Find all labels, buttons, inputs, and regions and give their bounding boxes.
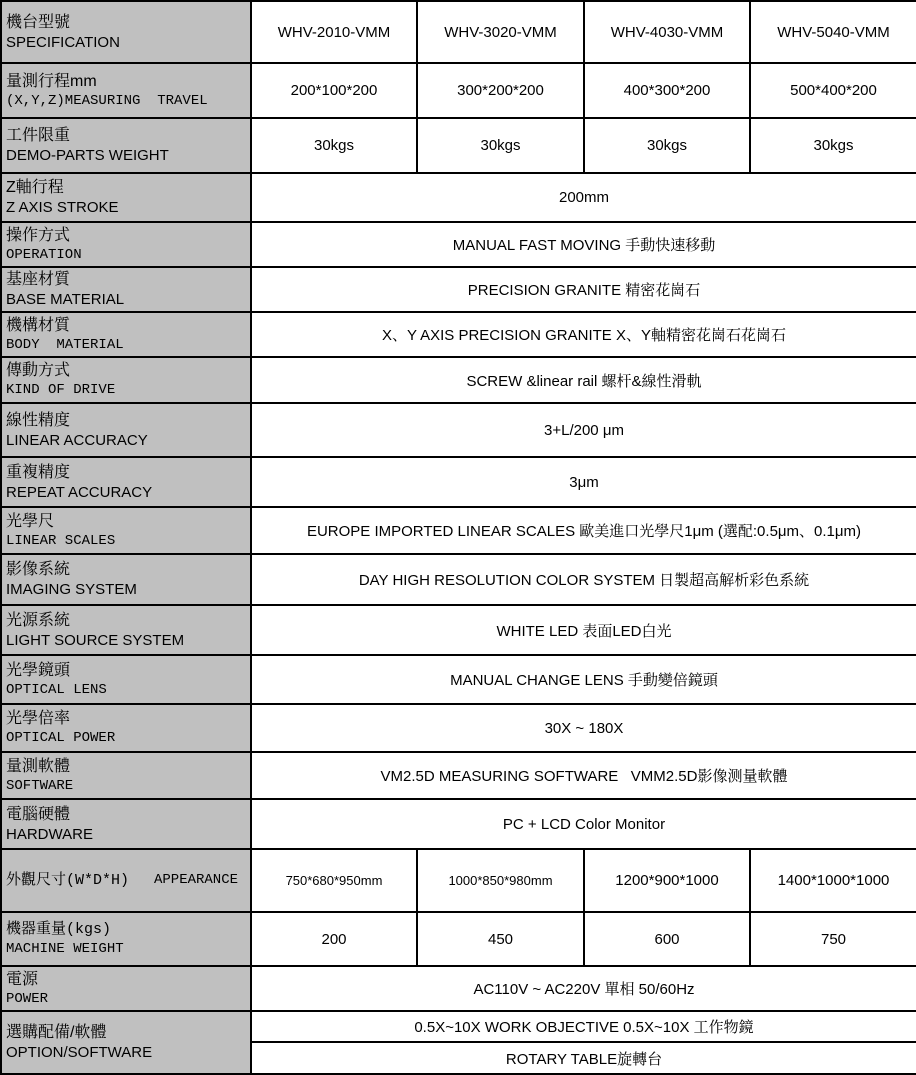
row-label-zh: 重複精度 (6, 463, 71, 481)
body-material-value: X、Y AXIS PRECISION GRANITE X、Y軸精密花崗石花崗石 (251, 312, 916, 357)
option-software-value-2: ROTARY TABLE旋轉台 (251, 1042, 916, 1074)
appearance-value-3: 1200*900*1000 (584, 849, 750, 912)
model-column-header-1: WHV-2010-VMM (251, 1, 417, 63)
row-label-en: SPECIFICATION (6, 33, 120, 51)
row-header-machine-weight (1, 912, 251, 966)
row-label-zh: 外觀尺寸(W*D*H) (6, 872, 130, 889)
appearance-value-1: 750*680*950mm (251, 849, 417, 912)
table-row-kind-of-drive (1, 357, 916, 403)
table-row-software (1, 752, 916, 799)
row-header-linear-accuracy (1, 403, 251, 457)
row-header-option-software (1, 1011, 251, 1074)
row-label-zh: 基座材質 (6, 271, 71, 288)
row-label-en: (X,Y,Z)MEASURING TRAVEL (6, 92, 208, 109)
row-label-en: LINEAR ACCURACY (6, 431, 148, 449)
row-label-en: REPEAT ACCURACY (6, 483, 153, 501)
measuring-travel-value-2: 300*200*200 (417, 63, 584, 118)
row-header-specification (1, 1, 251, 63)
row-header-software (1, 752, 251, 799)
model-column-header-3: WHV-4030-VMM (584, 1, 750, 63)
row-label-en: APPEARANCE (153, 872, 238, 888)
row-header-body-material (1, 312, 251, 357)
machine-weight-value-1: 200 (251, 912, 417, 966)
table-row-body-material (1, 312, 916, 357)
row-label-en: IMAGING SYSTEM (6, 581, 137, 598)
demo-parts-weight-value-4: 30kgs (750, 118, 916, 173)
row-label-en: BASE MATERIAL (6, 291, 125, 308)
repeat-accuracy-value: 3μm (251, 457, 916, 507)
option-software-value-1: 0.5X~10X WORK OBJECTIVE 0.5X~10X 工作物鏡 (251, 1011, 916, 1042)
row-label-en: HARDWARE (6, 825, 93, 843)
table-row-measuring-travel (1, 63, 916, 118)
row-label-en: OPTICAL POWER (6, 730, 116, 746)
table-row-hardware (1, 799, 916, 849)
table-row-linear-scales (1, 507, 916, 554)
table-row-option-software (1, 1011, 916, 1042)
row-header-base-material (1, 267, 251, 312)
appearance-value-2: 1000*850*980mm (417, 849, 584, 912)
measuring-travel-value-4: 500*400*200 (750, 63, 916, 118)
row-label-zh: 量測軟體 (6, 757, 71, 775)
row-label-zh: 光學鏡頭 (6, 661, 71, 679)
machine-weight-value-3: 600 (584, 912, 750, 966)
row-header-optical-lens (1, 655, 251, 704)
row-label-en: DEMO-PARTS WEIGHT (6, 147, 169, 164)
table-row-machine-weight (1, 912, 916, 966)
linear-scales-value: EUROPE IMPORTED LINEAR SCALES 歐美進口光學尺1μm (選配:0.5μm、0.1μm) (251, 507, 916, 554)
row-label-zh: 傳動方式 (6, 362, 71, 379)
table-row-light-source-system (1, 605, 916, 655)
row-label-zh: 操作方式 (6, 226, 71, 244)
optical-power-value: 30X ~ 180X (251, 704, 916, 752)
table-row-demo-parts-weight (1, 118, 916, 173)
operation-value: MANUAL FAST MOVING 手動快速移動 (251, 222, 916, 267)
row-label-en: OPTICAL LENS (6, 681, 107, 698)
z-axis-stroke-value: 200mm (251, 173, 916, 222)
machine-weight-value-4: 750 (750, 912, 916, 966)
row-label-zh: 機台型號 (6, 13, 71, 31)
table-row-base-material (1, 267, 916, 312)
row-label-en: LINEAR SCALES (6, 532, 116, 549)
row-label-en: BODY MATERIAL (6, 336, 124, 353)
row-header-repeat-accuracy (1, 457, 251, 507)
row-header-hardware (1, 799, 251, 849)
row-header-operation (1, 222, 251, 267)
software-value: VM2.5D MEASURING SOFTWARE VMM2.5D影像测量軟體 (251, 752, 916, 799)
row-header-imaging-system (1, 554, 251, 605)
row-label-zh: Z軸行程 (6, 179, 64, 196)
row-label-en: Z AXIS STROKE (6, 199, 119, 216)
row-label-en: SOFTWARE (6, 777, 74, 794)
table-row-z-axis-stroke (1, 173, 916, 222)
row-label-zh: 量測行程mm (6, 72, 97, 90)
table-row-specification (1, 1, 916, 63)
row-label-zh: 光學倍率 (6, 710, 71, 727)
row-label-zh: 工件限重 (6, 127, 71, 144)
row-label-zh: 選購配備/軟體 (6, 1024, 107, 1041)
hardware-value: PC + LCD Color Monitor (251, 799, 916, 849)
row-header-optical-power (1, 704, 251, 752)
row-label-en: MACHINE WEIGHT (6, 941, 124, 957)
row-header-linear-scales (1, 507, 251, 554)
demo-parts-weight-value-1: 30kgs (251, 118, 417, 173)
table-row-operation (1, 222, 916, 267)
row-label-en: LIGHT SOURCE SYSTEM (6, 631, 185, 649)
table-row-repeat-accuracy (1, 457, 916, 507)
row-label-zh: 機構材質 (6, 316, 71, 334)
table-row-imaging-system (1, 554, 916, 605)
table-row-optical-lens (1, 655, 916, 704)
row-label-zh: 光源系統 (6, 611, 71, 629)
row-label-en: KIND OF DRIVE (6, 382, 116, 398)
row-header-kind-of-drive (1, 357, 251, 403)
row-label-en: OPTION/SOFTWARE (6, 1044, 153, 1061)
row-label-zh: 影像系統 (6, 561, 71, 578)
row-header-light-source-system (1, 605, 251, 655)
machine-weight-value-2: 450 (417, 912, 584, 966)
linear-accuracy-value: 3+L/200 μm (251, 403, 916, 457)
measuring-travel-value-3: 400*300*200 (584, 63, 750, 118)
appearance-value-4: 1400*1000*1000 (750, 849, 916, 912)
row-label-zh: 線性精度 (6, 411, 71, 429)
row-label-zh: 電源 (6, 970, 39, 988)
light-source-system-value: WHITE LED 表面LED白光 (251, 605, 916, 655)
base-material-value: PRECISION GRANITE 精密花崗石 (251, 267, 916, 312)
table-row-optical-power (1, 704, 916, 752)
row-header-z-axis-stroke (1, 173, 251, 222)
row-header-appearance (1, 849, 251, 912)
row-header-demo-parts-weight (1, 118, 251, 173)
measuring-travel-value-1: 200*100*200 (251, 63, 417, 118)
power-value: AC110V ~ AC220V 單相 50/60Hz (251, 966, 916, 1011)
model-column-header-4: WHV-5040-VMM (750, 1, 916, 63)
kind-of-drive-value: SCREW &linear rail 螺杆&線性滑軌 (251, 357, 916, 403)
model-column-header-2: WHV-3020-VMM (417, 1, 584, 63)
table-row-linear-accuracy (1, 403, 916, 457)
optical-lens-value: MANUAL CHANGE LENS 手動變倍鏡頭 (251, 655, 916, 704)
demo-parts-weight-value-2: 30kgs (417, 118, 584, 173)
row-label-zh: 電腦硬體 (6, 805, 71, 823)
imaging-system-value: DAY HIGH RESOLUTION COLOR SYSTEM 日製超高解析彩色系統 (251, 554, 916, 605)
row-label-zh: 光學尺 (6, 512, 55, 530)
row-label-en: POWER (6, 990, 49, 1007)
row-header-power (1, 966, 251, 1011)
table-row-appearance (1, 849, 916, 912)
table-row-power (1, 966, 916, 1011)
demo-parts-weight-value-3: 30kgs (584, 118, 750, 173)
row-header-measuring-travel (1, 63, 251, 118)
row-label-en: OPERATION (6, 246, 82, 263)
row-label-zh: 機器重量(kgs) (6, 921, 112, 938)
